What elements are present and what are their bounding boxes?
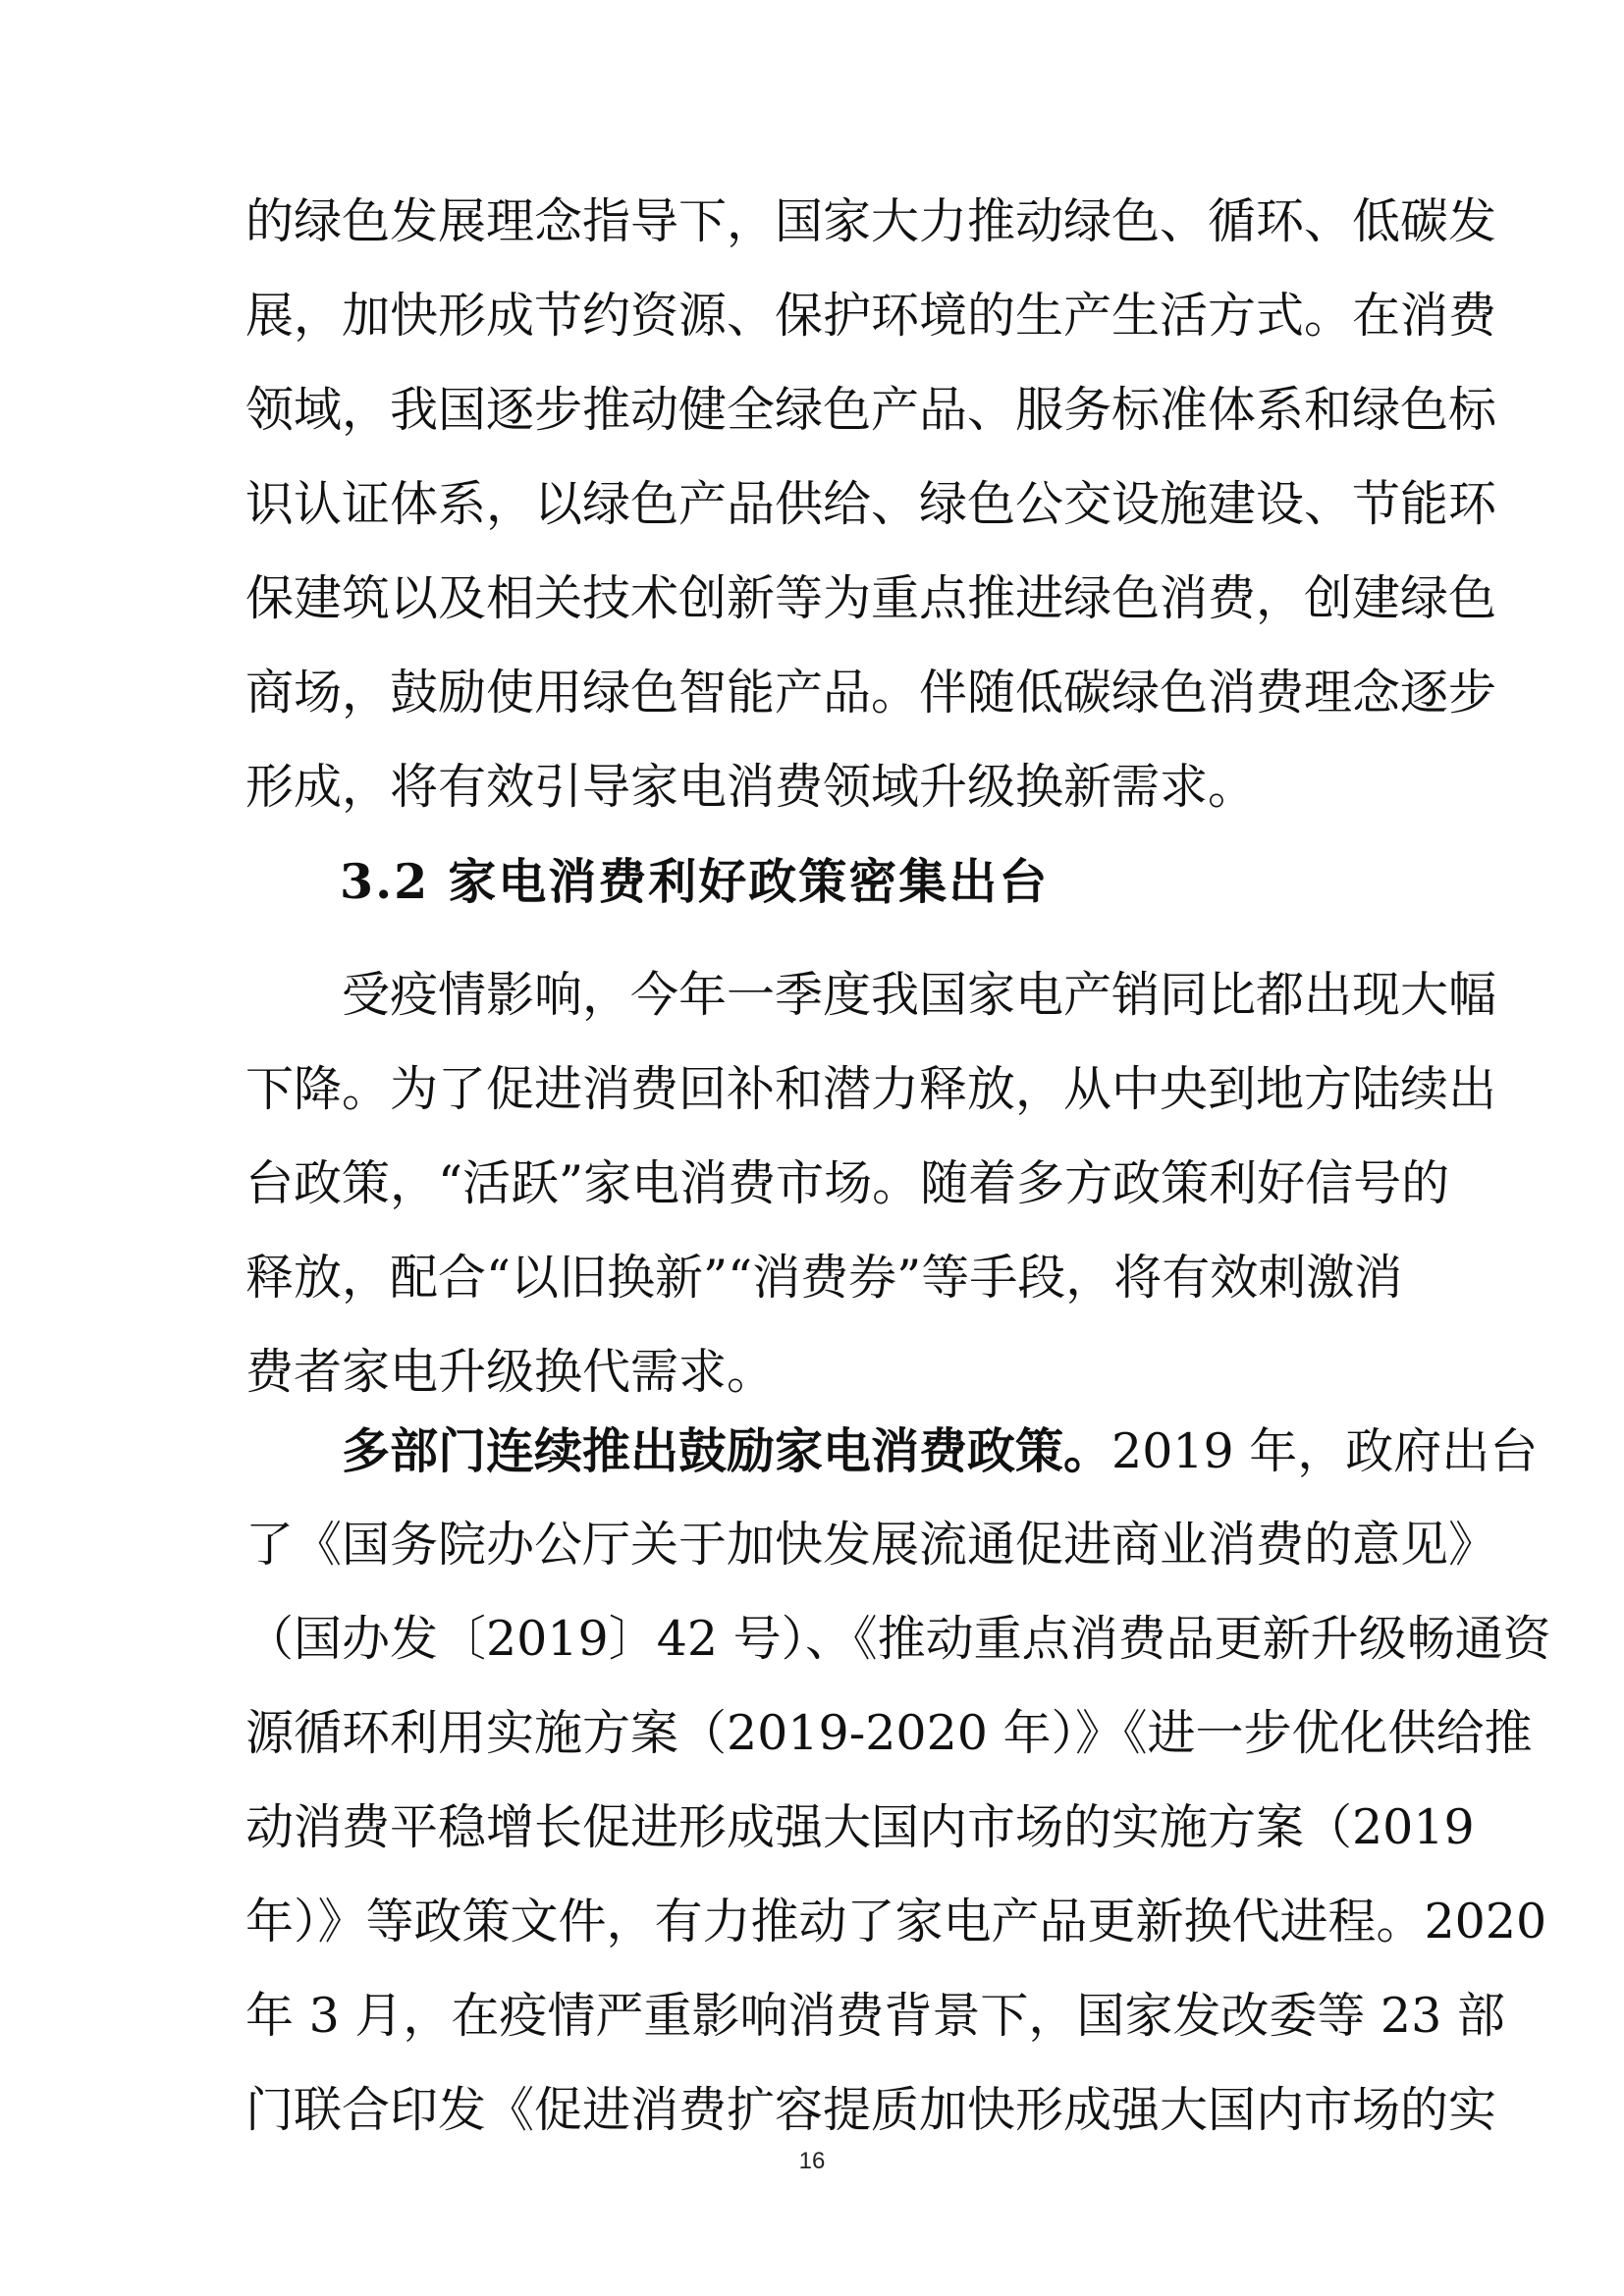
- bold-lead-text: 多部门连续推出鼓励家电消费政策。: [342, 1422, 1112, 1479]
- paragraph-first-line: [245, 1404, 1539, 1498]
- paragraph-line: 了《国务院办公厅关于加快发展流通促进商业消费的意见》: [245, 1517, 1497, 1573]
- paragraph-line: 费者家电升级换代需求。: [245, 1344, 776, 1400]
- section-heading: 3.2 家电消费利好政策密集出台: [340, 853, 1050, 910]
- paragraph-line: 领域，我国逐步推动健全绿色产品、服务标准体系和绿色标: [245, 382, 1497, 438]
- paragraph-line: 年 3 月，在疫情严重影响消费背景下，国家发改委等 23 部: [245, 1988, 1505, 2044]
- paragraph-policy-list: [245, 1404, 1551, 2158]
- first-line-text: 2019 年，政府出台: [1111, 1423, 1539, 1479]
- paragraph-line: 保建筑以及相关技术创新等为重点推进绿色消费，创建绿色: [245, 570, 1497, 626]
- paragraph-line: 门联合印发《促进消费扩容提质加快形成强大国内市场的实: [245, 2082, 1497, 2138]
- paragraph-line: 受疫情影响，今年一季度我国家电产销同比都出现大幅: [342, 967, 1497, 1023]
- paragraph-line: 动消费平稳增长促进形成强大国内市场的实施方案（2019: [245, 1799, 1475, 1855]
- paragraph-line: 展，加快形成节约资源、保护环境的生产生活方式。在消费: [245, 288, 1497, 344]
- paragraph-line: 释放，配合“以旧换新”“消费券”等手段，将有效刺激消: [245, 1250, 1403, 1306]
- paragraph-line: 的绿色发展理念指导下，国家大力推动绿色、循环、低碳发: [245, 193, 1497, 249]
- paragraph-line: 台政策，“活跃”家电消费市场。随着多方政策利好信号的: [245, 1155, 1450, 1211]
- paragraph-green-consumption: [245, 175, 1497, 834]
- paragraph-line: 形成，将有效引导家电消费领域升级换新需求。: [245, 759, 1257, 815]
- paragraph-line: 下降。为了促进消费回补和潜力释放，从中央到地方陆续出: [245, 1061, 1497, 1117]
- paragraph-line: 识认证体系，以绿色产品供给、绿色公交设施建设、节能环: [245, 476, 1497, 532]
- page-number: 16: [798, 2148, 826, 2174]
- paragraph-line: 商场，鼓励使用绿色智能产品。伴随低碳绿色消费理念逐步: [245, 665, 1497, 721]
- paragraph-epidemic-impact: [245, 948, 1497, 1419]
- paragraph-line: 年）》等政策文件，有力推动了家电产品更新换代进程。2020: [245, 1894, 1547, 1949]
- paragraph-line: 源循环利用实施方案（2019-2020 年）》《进一步优化供给推: [245, 1705, 1533, 1761]
- paragraph-line: （国办发〔2019〕42 号）、《推动重点消费品更新升级畅通资: [245, 1611, 1551, 1667]
